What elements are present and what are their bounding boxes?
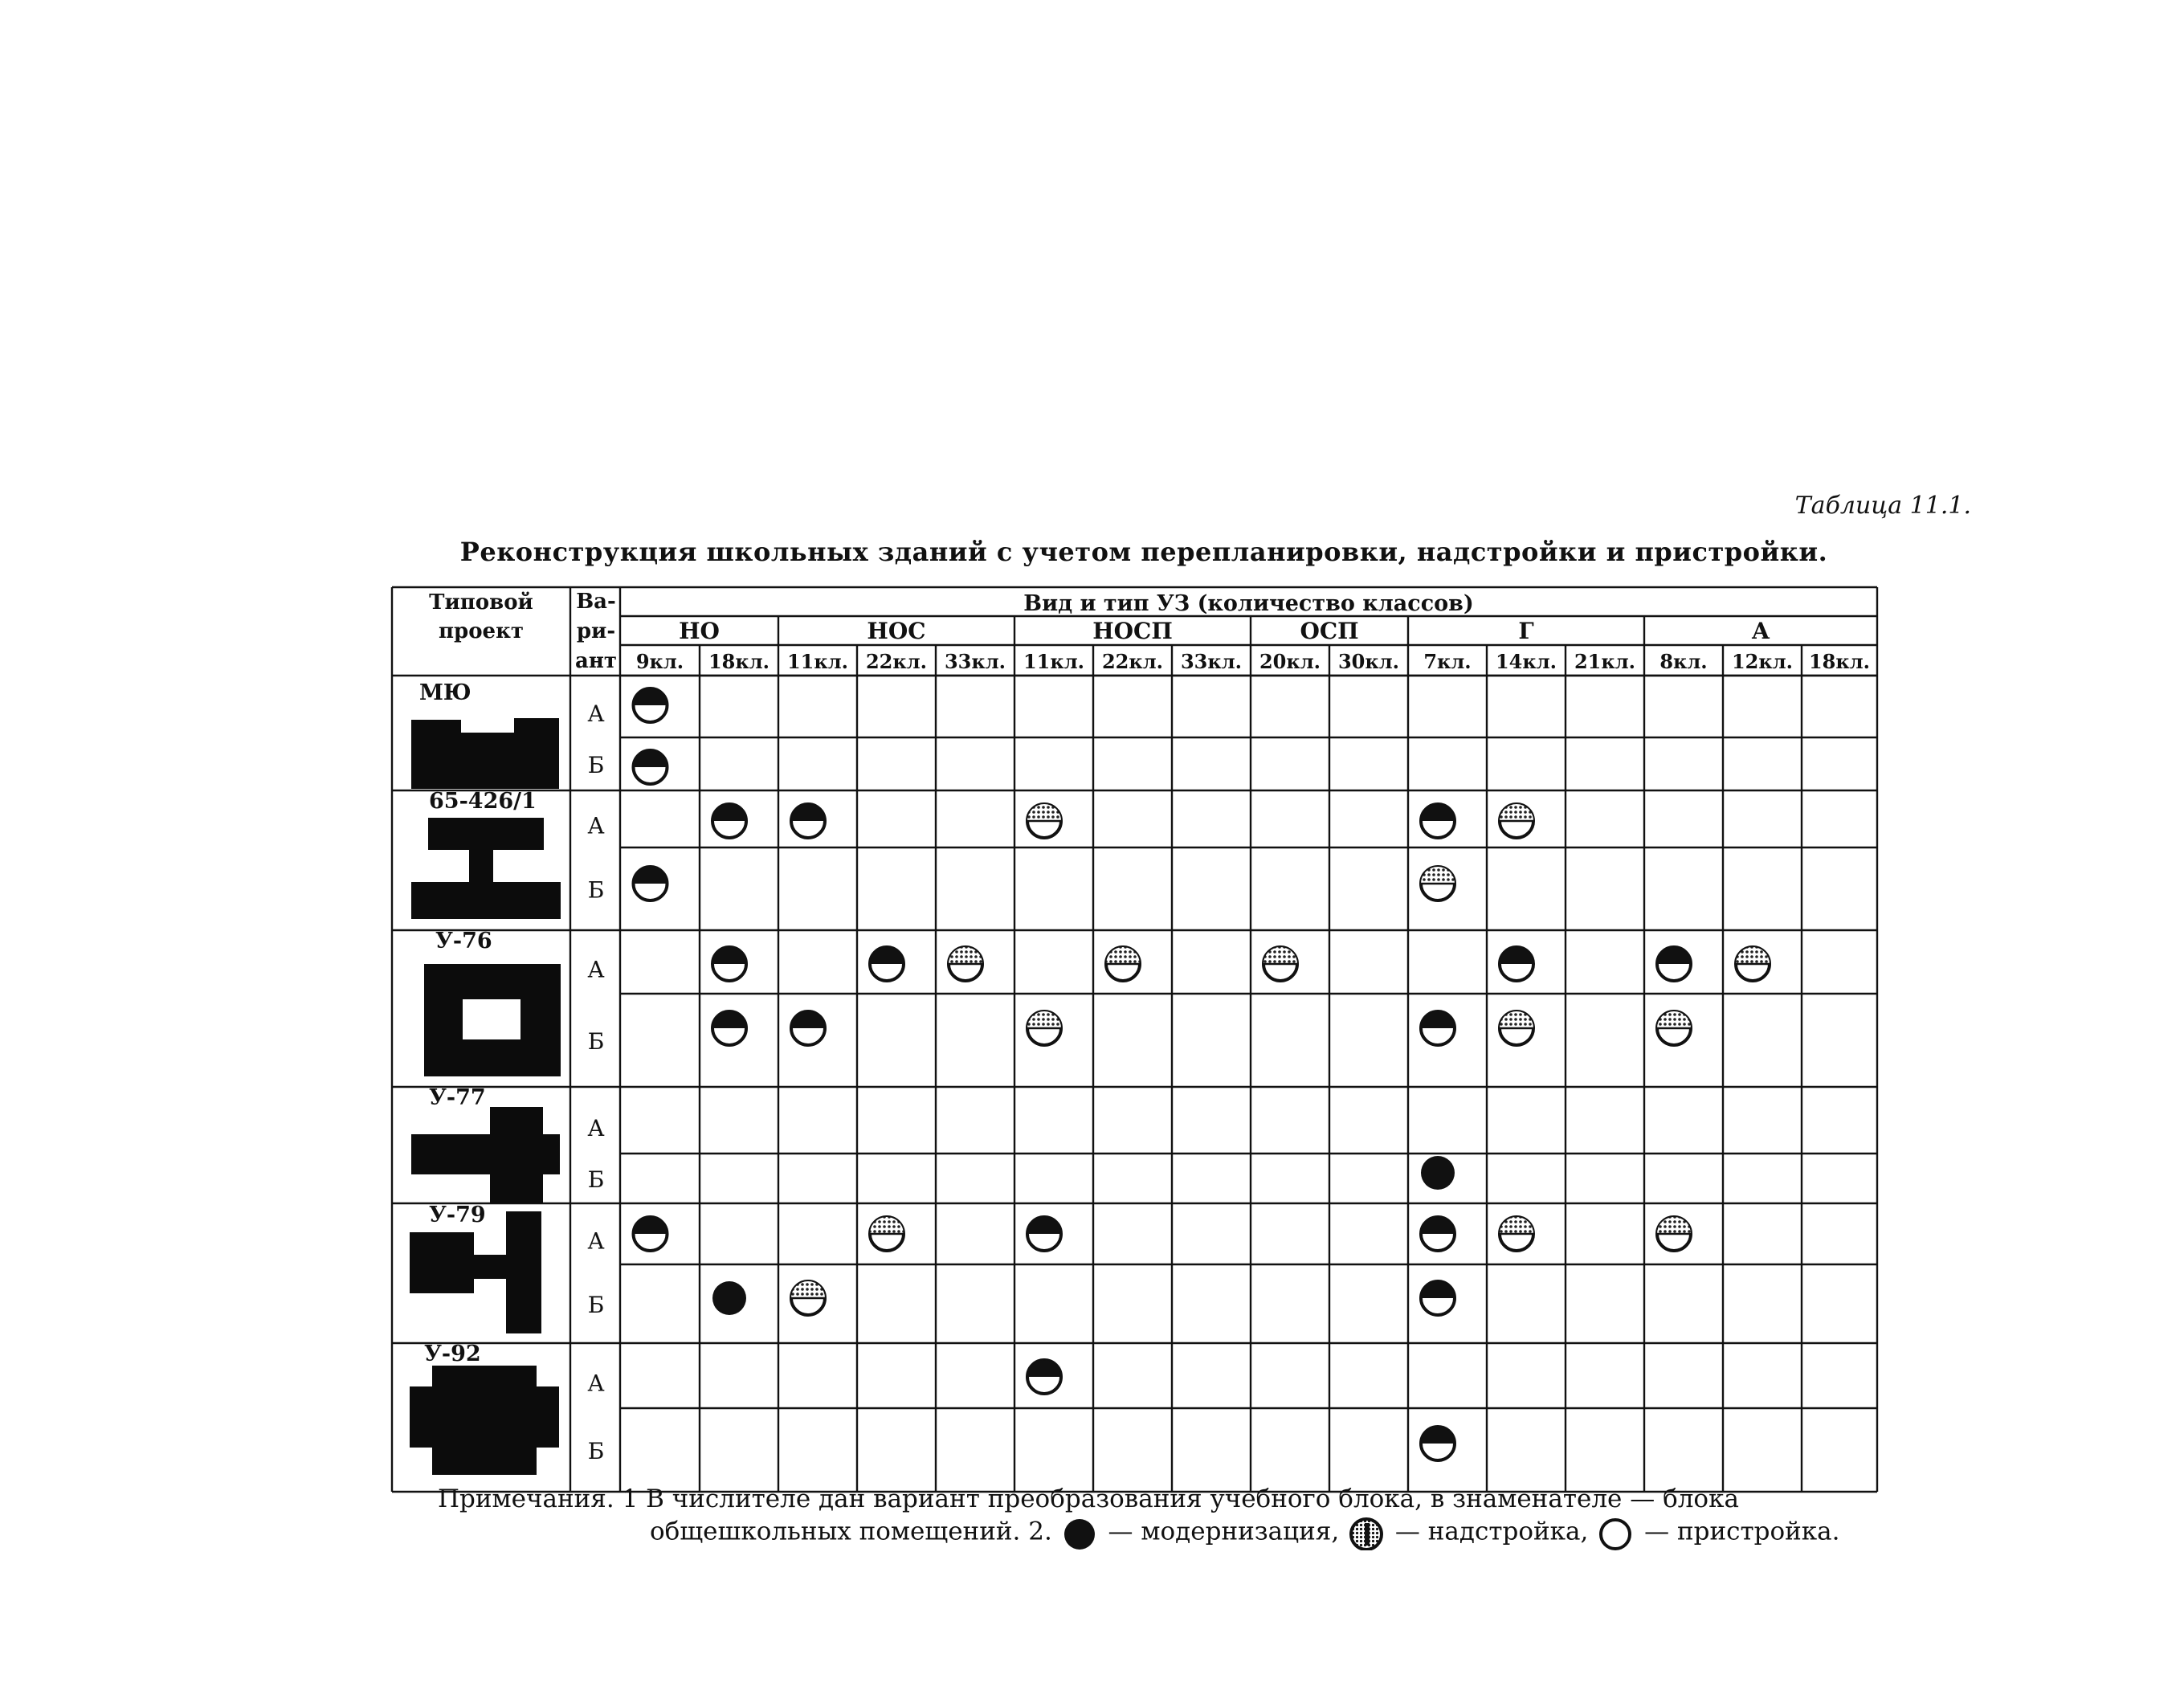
- modernization-mark: [712, 947, 746, 981]
- modernization-mark: [1421, 1217, 1455, 1251]
- header-col-label: 7кл.: [1423, 650, 1472, 673]
- modernization-mark: [634, 750, 667, 784]
- building-plan-h: [411, 818, 561, 919]
- header-project-label: Типовой: [429, 590, 533, 615]
- header-col-label: 22кл.: [1101, 650, 1164, 673]
- table-marks: [634, 688, 1770, 1460]
- header-span-title: Вид и тип УЗ (количество классов): [1023, 591, 1474, 616]
- header-col-label: 9кл.: [635, 650, 684, 673]
- superstructure-mark: [1263, 947, 1297, 981]
- full-mark: [712, 1281, 746, 1315]
- header-group-1: НОС: [867, 618, 926, 644]
- superstructure-mark: [949, 947, 982, 981]
- header-col-label: 33кл.: [944, 650, 1006, 673]
- table-header: [429, 590, 1870, 673]
- legend-mod-label: — модернизация,: [1108, 1517, 1340, 1546]
- superstructure-mark: [1027, 1011, 1061, 1045]
- project-name: МЮ: [419, 680, 471, 705]
- legend-ext-label: — пристройка.: [1644, 1517, 1840, 1546]
- superstructure-mark: [1106, 947, 1140, 981]
- project-name: У-76: [435, 929, 492, 954]
- superstructure-mark: [1500, 1011, 1533, 1045]
- header-group-5: А: [1751, 618, 1770, 644]
- variant-label: А: [587, 1370, 605, 1397]
- modernization-mark: [1027, 1217, 1061, 1251]
- modernization-mark: [1421, 1011, 1455, 1045]
- header-col-label: 8кл.: [1659, 650, 1708, 673]
- variant-label: А: [587, 812, 605, 839]
- modernization-mark: [712, 1011, 746, 1045]
- modernization-mark: [634, 688, 667, 722]
- building-plan-stack: [410, 1366, 559, 1475]
- legend-ext-icon: [1596, 1515, 1636, 1550]
- header-variant-label: Ва-: [576, 590, 616, 614]
- header-col-label: 11кл.: [786, 650, 849, 673]
- header-group-3: ОСП: [1300, 618, 1359, 644]
- building-plan-t: [410, 1211, 541, 1333]
- header-col-label: 30кл.: [1337, 650, 1400, 673]
- table-title: Реконструкция школьных зданий с учетом перепланировки, надстройки и пристройки.: [459, 537, 1828, 567]
- header-col-label: 33кл.: [1180, 650, 1243, 673]
- modernization-mark: [1421, 804, 1455, 838]
- modernization-mark: [1027, 1360, 1061, 1394]
- project-name: 65-426/1: [429, 789, 537, 814]
- modernization-mark: [634, 1217, 667, 1251]
- project-name: У-79: [429, 1203, 486, 1227]
- project-name: У-92: [424, 1342, 481, 1366]
- table-grid-lines: [392, 587, 1877, 1492]
- variant-label: Б: [587, 752, 605, 778]
- variant-label: Б: [587, 1166, 605, 1193]
- modernization-mark: [870, 947, 904, 981]
- superstructure-mark: [791, 1281, 825, 1315]
- full-mark: [1421, 1156, 1455, 1190]
- modernization-mark: [1500, 947, 1533, 981]
- header-group-4: Г: [1518, 618, 1534, 644]
- table-label: Таблица 11.1.: [1794, 492, 1971, 520]
- superstructure-mark: [1657, 1217, 1691, 1251]
- header-col-label: 11кл.: [1023, 650, 1085, 673]
- variant-label: А: [587, 700, 605, 728]
- legend-sup-label: — надстройка,: [1394, 1517, 1589, 1546]
- modernization-mark: [791, 1011, 825, 1045]
- superstructure-mark: [1421, 867, 1455, 900]
- modernization-mark: [1421, 1281, 1455, 1315]
- superstructure-mark: [1027, 804, 1061, 838]
- building-plan-cross: [411, 1107, 560, 1203]
- modernization-mark: [1421, 1427, 1455, 1460]
- header-project-label: проект: [439, 619, 524, 643]
- modernization-mark: [634, 867, 667, 900]
- header-group-2: НОСП: [1092, 618, 1173, 644]
- variant-label: Б: [587, 1438, 605, 1464]
- header-col-label: 12кл.: [1731, 650, 1794, 673]
- superstructure-mark: [870, 1217, 904, 1251]
- header-col-label: 14кл.: [1495, 650, 1557, 673]
- variant-label: А: [587, 1227, 605, 1255]
- header-col-label: 18кл.: [708, 650, 770, 673]
- header-group-0: НО: [679, 618, 720, 644]
- modernization-mark: [1657, 947, 1691, 981]
- header-col-label: 20кл.: [1259, 650, 1321, 673]
- variant-label: Б: [587, 1292, 605, 1318]
- modernization-mark: [791, 804, 825, 838]
- building-plan-ring: [424, 964, 561, 1076]
- variant-label: А: [587, 956, 605, 983]
- project-name: У-77: [429, 1085, 486, 1110]
- superstructure-mark: [1657, 1011, 1691, 1045]
- header-col-label: 18кл.: [1808, 650, 1871, 673]
- note-line-2-text: общешкольных помещений. 2.: [650, 1517, 1052, 1546]
- legend-sup-icon: [1347, 1515, 1387, 1550]
- variant-label: Б: [587, 1028, 605, 1055]
- note-line-1: Примечания. 1 В числителе дан вариант преобразования учебного блока, в знаменателе — блока: [438, 1484, 1739, 1513]
- header-variant-label: ант: [575, 649, 617, 673]
- table-notes: [438, 1483, 1840, 1550]
- header-col-label: 21кл.: [1574, 650, 1636, 673]
- superstructure-mark: [1736, 947, 1770, 981]
- superstructure-mark: [1500, 804, 1533, 838]
- note-line-2: [650, 1515, 1840, 1550]
- header-col-label: 22кл.: [865, 650, 928, 673]
- modernization-mark: [712, 804, 746, 838]
- header-variant-label: ри-: [576, 619, 616, 643]
- variant-label: Б: [587, 876, 605, 904]
- legend-mod-icon: [1060, 1515, 1100, 1550]
- building-plan-mu: [411, 718, 559, 789]
- variant-label: А: [587, 1114, 605, 1141]
- superstructure-mark: [1500, 1217, 1533, 1251]
